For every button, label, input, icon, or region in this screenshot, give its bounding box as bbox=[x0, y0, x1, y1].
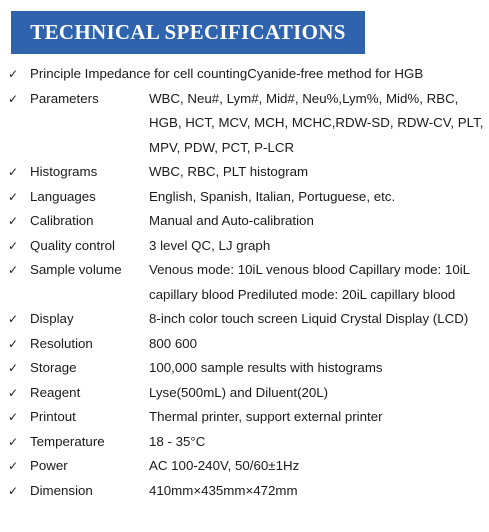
spec-value: Venous mode: 10iL venous blood Capillary mode: 10iL capillary blood Prediluted mode: 20iL capillary blood bbox=[149, 262, 470, 302]
spec-value: AC 100-240V, 50/60±1Hz bbox=[149, 458, 300, 473]
spec-row-calibration bbox=[8, 209, 486, 234]
spec-row-dimension bbox=[8, 479, 486, 504]
spec-value: 100,000 sample results with histograms bbox=[149, 360, 383, 375]
check-icon: ✓ bbox=[8, 410, 19, 424]
check-icon: ✓ bbox=[8, 165, 19, 179]
spec-row-printout bbox=[8, 405, 486, 430]
spec-value: Thermal printer, support external printer bbox=[149, 409, 383, 424]
check-icon: ✓ bbox=[8, 385, 19, 400]
spec-label: Printout bbox=[30, 409, 76, 424]
spec-value: WBC, Neu#, Lym#, Mid#, Neu%,Lym%, Mid%, RBC, HGB, HCT, MCV, MCH, MCHC,RDW-SD, RDW-CV, PLT, MPV, PDW, PCT, P-LCR bbox=[149, 90, 484, 155]
check-icon: ✓ bbox=[8, 361, 19, 375]
check-icon: ✓ bbox=[8, 434, 19, 449]
spec-value: Lyse(500mL) and Diluent(20L) bbox=[149, 384, 329, 400]
check-icon: ✓ bbox=[8, 312, 19, 326]
spec-row-parameters bbox=[8, 87, 486, 161]
spec-row-storage bbox=[8, 356, 486, 381]
spec-value: Manual and Auto-calibration bbox=[149, 213, 314, 228]
spec-row-histograms bbox=[8, 160, 486, 185]
spec-value: 8-inch color touch screen Liquid Crystal Display (LCD) bbox=[149, 311, 469, 326]
check-icon: ✓ bbox=[8, 91, 19, 106]
spec-row-languages bbox=[8, 185, 486, 210]
spec-row-display bbox=[8, 307, 486, 332]
spec-label: Display bbox=[30, 311, 74, 326]
spec-label: Histograms bbox=[30, 164, 98, 179]
spec-row-reagent bbox=[8, 381, 486, 406]
spec-value: 18 - 35°C bbox=[149, 433, 206, 449]
check-icon: ✓ bbox=[8, 336, 19, 351]
spec-label: Power bbox=[30, 458, 68, 473]
spec-row-principle bbox=[8, 62, 486, 87]
check-icon: ✓ bbox=[8, 263, 19, 277]
spec-row-power bbox=[8, 454, 486, 479]
spec-label: Sample volume bbox=[30, 262, 122, 277]
spec-value: 3 level QC, LJ graph bbox=[149, 237, 271, 253]
title-banner bbox=[11, 11, 365, 54]
spec-label: Parameters bbox=[30, 90, 99, 106]
spec-row-resolution bbox=[8, 332, 486, 357]
spec-row-sample-volume bbox=[8, 258, 486, 307]
spec-label: Quality control bbox=[30, 237, 115, 253]
check-icon: ✓ bbox=[8, 483, 19, 498]
spec-label: Reagent bbox=[30, 384, 81, 400]
spec-label: Dimension bbox=[30, 482, 93, 498]
page-title: TECHNICAL SPECIFICATIONS bbox=[30, 20, 346, 44]
check-icon: ✓ bbox=[8, 214, 19, 228]
check-icon: ✓ bbox=[8, 67, 19, 81]
spec-label: Temperature bbox=[30, 433, 105, 449]
spec-value: 410mm×435mm×472mm bbox=[149, 482, 298, 498]
spec-value: Principle Impedance for cell countingCyanide-free method for HGB bbox=[30, 66, 424, 81]
spec-row-temperature bbox=[8, 430, 486, 455]
spec-label: Languages bbox=[30, 188, 96, 204]
spec-value: English, Spanish, Italian, Portuguese, etc. bbox=[149, 188, 396, 204]
spec-label: Storage bbox=[30, 360, 77, 375]
spec-label: Resolution bbox=[30, 335, 93, 351]
spec-value: 800 600 bbox=[149, 335, 198, 351]
check-icon: ✓ bbox=[8, 459, 19, 473]
spec-label: Calibration bbox=[30, 213, 94, 228]
check-icon: ✓ bbox=[8, 238, 19, 253]
spec-row-quality-control bbox=[8, 234, 486, 259]
spec-list bbox=[8, 62, 486, 503]
spec-value: WBC, RBC, PLT histogram bbox=[149, 164, 309, 179]
check-icon: ✓ bbox=[8, 189, 19, 204]
